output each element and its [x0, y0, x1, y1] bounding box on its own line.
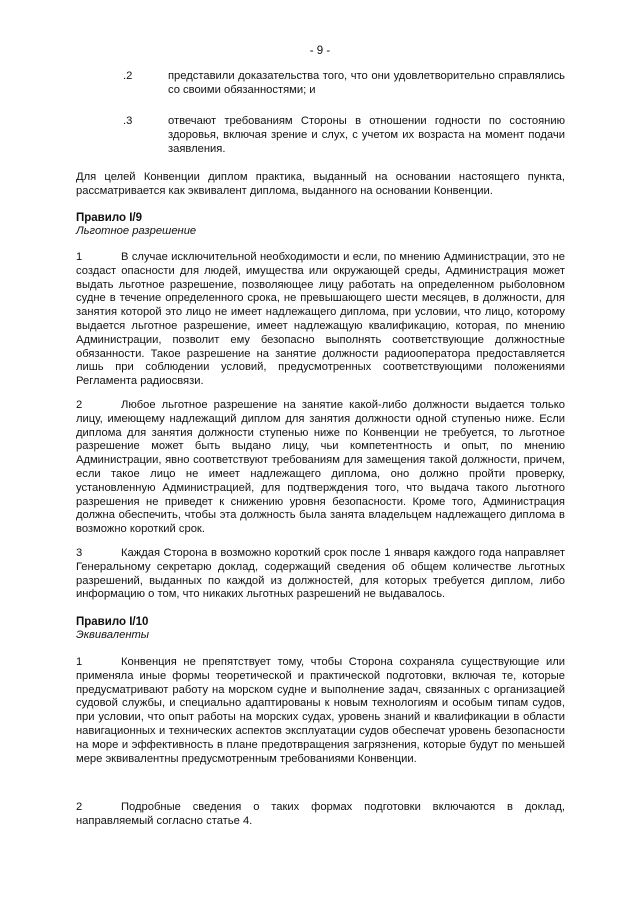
paragraph-number: 1 [76, 656, 83, 668]
rule-10-title: Правило I/10 [76, 616, 149, 628]
paragraph-text: Подробные сведения о таких формах подготовки включаются в доклад, направляемый согласно статье 4. [76, 801, 565, 827]
intro-item-text: отвечают требованиям Стороны в отношении годности по состоянию здоровья, включая зрение и слух, с учетом их возраста на момент подачи заявления. [168, 115, 565, 155]
intro-item-2 [76, 70, 565, 98]
paragraph-text: Любое льготное разрешение на занятие какой-либо должности выдается только лицу, имеющему надлежащий диплом для занятия должности одной ступенью ниже. Если диплома для занятия должности ступенью ниже по Конвенции не требуется, то льготное разрешение может быть выдано лицу, чьи компетентность и опыт, по мнению Администрации, явно соответствуют требованиям для замещения такой должности, причем, если такое лицо не имеет надлежащего диплома, оно должно пройти проверку, установленную Администрацией, для подтверждения того, что выдача такого льготного разрешения не приведет к снижению уровня безопасности. Кроме того, Администрация должна обеспечить, чтобы эта должность была занята владельцем надлежащего диплома в возможно короткий срок. [76, 399, 565, 536]
rule-9-paragraph-2 [76, 399, 565, 537]
paragraph-text: Конвенция не препятствует тому, чтобы Сторона сохраняла существующие или применяла иные формы теоретической и практической подготовки, включая те, которые предусматривают работу на морском судне и выполнение задач, связанных с организацией судовой службы, и специально адаптированы к новым технологиям и особым типам судов, при условии, что опыт работы на морских судах, уровень знаний и квалификации в области навигационных и технических аспектов эксплуатации судов обеспечат уровень безопасности на море и эффективность в плане предотвращения загрязнения, которые будут по меньшей мере эквивалентны предусмотренным требованиями Конвенции. [76, 656, 565, 765]
paragraph-number: 1 [76, 251, 83, 263]
paragraph-text: Каждая Сторона в возможно короткий срок после 1 января каждого года направляет Генеральному секретарю доклад, содержащий сведения об общем количестве льготных разрешений, выданных по каждой из должностей, для которых требуется диплом, либо информацию о том, что никаких льготных разрешений не выдавалось. [76, 547, 565, 601]
intro-item-number: .3 [123, 115, 133, 127]
rule-10-paragraph-1 [76, 656, 565, 766]
intro-paragraph: Для целей Конвенции диплом практика, выданный на основании настоящего пункта, рассматривается как эквивалент диплома, выданного на основании Конвенции. [76, 171, 565, 197]
rule-9-paragraph-3 [76, 547, 565, 602]
paragraph-text: В случае исключительной необходимости и если, по мнению Администрации, это не создаст опасности для людей, имущества или окружающей среды, Администрация может выдать льготное разрешение, позволяющее лицу работать на определенном рыболовном судне в течение определенного срока, не превышающего шести месяцев, в должности, для занятия которой это лицо не имеет надлежащего диплома, при условии, что лицо, которому выдается льготное разрешение, имеет надлежащую квалификацию, которая, по мнению Администрации, позволит ему безопасно выполнять соответствующие должностные обязанности. Такое разрешение на занятие должности радиооператора предоставляется лишь при соблюдении условий, предусмотренных соответствующими положениями Регламента радиосвязи. [76, 251, 565, 388]
paragraph-number: 2 [76, 399, 83, 411]
rule-10-paragraph-2 [76, 801, 565, 829]
paragraph-number: 2 [76, 801, 83, 813]
rule-9-subtitle: Льготное разрешение [76, 225, 197, 237]
rule-9-title: Правило I/9 [76, 212, 142, 224]
intro-item-3 [76, 115, 565, 157]
intro-item-text: представили доказательства того, что они удовлетворительно справлялись со своими обязанностями; и [168, 70, 565, 96]
paragraph-number: 3 [76, 547, 83, 559]
page-number: - 9 - [309, 45, 331, 57]
rule-9-paragraph-1 [76, 251, 565, 389]
rule-10-subtitle: Эквиваленты [76, 629, 150, 641]
intro-item-number: .2 [123, 70, 133, 82]
